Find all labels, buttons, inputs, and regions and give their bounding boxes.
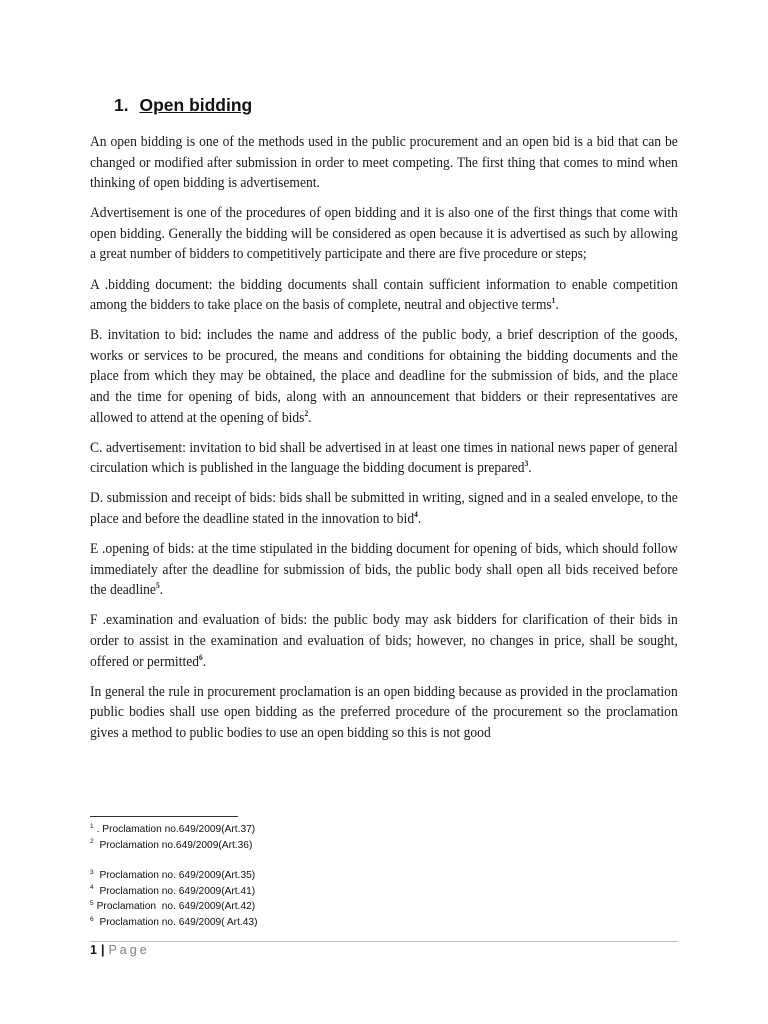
paragraph-text: A .bidding document: the bidding documents shall contain sufficient information to enable competition among the bidders to take place on the basis of complete, neutral and objective terms bbox=[90, 276, 678, 314]
paragraph-text: F .examination and evaluation of bids: the public body may ask bidders for clarification of their bids in order to assist in the examination and evaluation of bids; however, no changes in price, shall be sought, offered or permitted bbox=[90, 612, 678, 670]
paragraph bbox=[90, 132, 678, 194]
paragraph bbox=[90, 488, 678, 529]
footnote-ref[interactable]: 5 bbox=[155, 581, 160, 591]
paragraph bbox=[90, 438, 678, 479]
paragraph-text: Advertisement is one of the procedures of open bidding and it is also one of the first things that come with open bidding. Generally the bidding will be considered as open because it is advertised as such by allowing a great number of bidders to competitively participate and there are five procedure or steps; bbox=[90, 205, 678, 263]
paragraph bbox=[90, 275, 678, 316]
paragraph bbox=[90, 203, 678, 265]
footnote bbox=[90, 915, 490, 931]
paragraph-text: B. invitation to bid: includes the name and address of the public body, a brief description of the goods, works or services to be procured, the means and conditions for obtaining the bidding documents and the place from which they may be obtained, the place and deadline for the submission of bids, and the place and the time for opening of bids, along with an announcement that bidders or their representatives are allowed to attend at the opening of bids bbox=[90, 327, 678, 426]
section-heading bbox=[114, 95, 252, 116]
paragraph-tail: . bbox=[555, 297, 559, 314]
footnote-mark: 6 bbox=[90, 915, 94, 923]
footnote-text: . Proclamation no.649/2009(Art.37) bbox=[96, 824, 256, 835]
footnote-separator bbox=[90, 816, 238, 817]
page-number: 1 bbox=[90, 943, 97, 957]
footnote bbox=[90, 884, 490, 900]
footnote-text: Proclamation no. 649/2009( Art.43) bbox=[96, 916, 258, 928]
paragraph-text: D. submission and receipt of bids: bids shall be submitted in writing, signed and in a sealed envelope, to the place and before the deadline stated in the innovation to bid bbox=[90, 490, 678, 527]
paragraph-tail: . bbox=[159, 582, 164, 599]
page-footer bbox=[90, 943, 150, 957]
footnotes bbox=[90, 822, 490, 931]
body-text bbox=[90, 132, 678, 753]
footnote-mark: 4 bbox=[90, 884, 94, 892]
paragraph bbox=[90, 610, 678, 672]
footer-separator bbox=[90, 941, 678, 942]
footnote-ref[interactable]: 1 bbox=[551, 296, 556, 306]
page-separator: | bbox=[100, 943, 105, 957]
footnote-mark: 5 bbox=[90, 899, 94, 907]
section-number: 1. bbox=[114, 95, 129, 115]
footnote bbox=[90, 868, 490, 884]
footnote bbox=[90, 838, 490, 854]
paragraph-tail: . bbox=[308, 409, 312, 426]
footnote-text: Proclamation no. 649/2009(Art.42) bbox=[96, 901, 256, 913]
paragraph-tail: . bbox=[417, 511, 422, 527]
footnote-text: Proclamation no.649/2009(Art.36) bbox=[96, 839, 253, 851]
footnote-ref[interactable]: 3 bbox=[524, 459, 529, 469]
paragraph-text: An open bidding is one of the methods used in the public procurement and an open bid is a bid that can be changed or modified after submission in order to meet competing. The first thing that comes to mind when thinking of open bidding is advertisement. bbox=[90, 134, 678, 192]
footnote bbox=[90, 899, 490, 915]
paragraph bbox=[90, 682, 678, 744]
paragraph-text: C. advertisement: invitation to bid shall be advertised in at least one times in national news paper of general circulation which is published in the language the bidding document is prepared bbox=[90, 439, 678, 477]
paragraph bbox=[90, 325, 678, 428]
paragraph-text: E .opening of bids: at the time stipulated in the bidding document for opening of bids, which should follow immediately after the deadline for submission of bids, the public body shall open all bids received before the deadline bbox=[90, 541, 678, 599]
page-label: Page bbox=[108, 943, 150, 957]
footnote-mark: 2 bbox=[90, 838, 94, 846]
footnote-ref[interactable]: 4 bbox=[414, 510, 418, 520]
paragraph-tail: . bbox=[202, 653, 207, 670]
section-title: Open bidding bbox=[139, 95, 253, 115]
footnote-text: Proclamation no. 649/2009(Art.41) bbox=[96, 885, 256, 897]
footnote-mark: 3 bbox=[90, 868, 94, 876]
footnote-text: Proclamation no. 649/2009(Art.35) bbox=[96, 870, 256, 882]
footnote-ref[interactable]: 6 bbox=[199, 652, 203, 662]
footnote-mark: 1 bbox=[90, 822, 94, 830]
paragraph bbox=[90, 539, 678, 601]
paragraph-text: In general the rule in procurement proclamation is an open bidding because as provided in the proclamation public bodies shall use open bidding as the preferred procedure of the procurement so the proclamation gives a method to public bodies to use an open bidding so this is not good bbox=[90, 683, 678, 741]
paragraph-tail: . bbox=[528, 460, 532, 477]
footnote-ref[interactable]: 2 bbox=[304, 408, 309, 418]
footnote bbox=[90, 822, 490, 838]
